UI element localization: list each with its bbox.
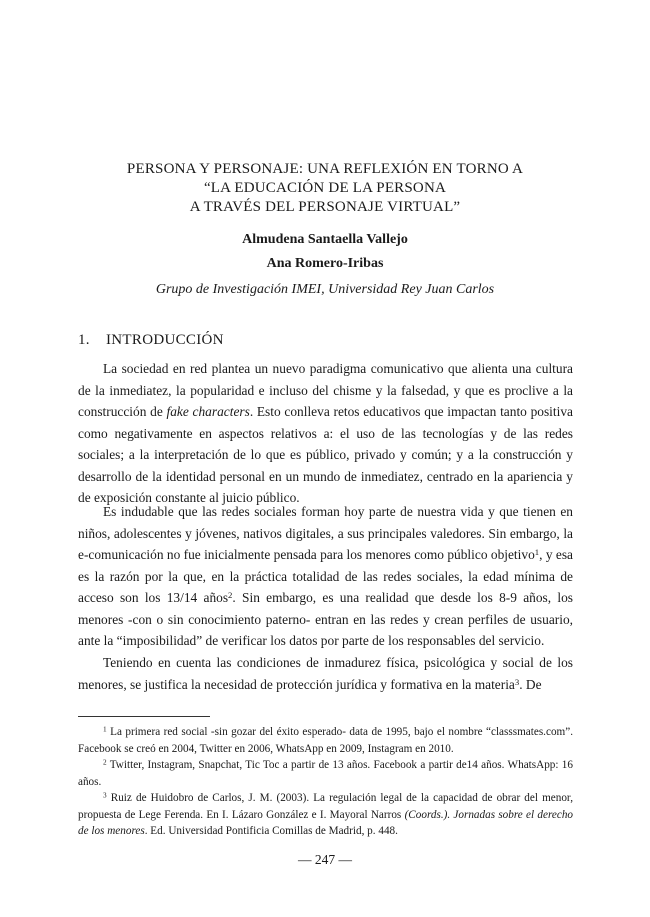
text-run: . Sin embargo, es una realidad que desde los 8-9 años, los menores -con o sin conocimiento paterno- entran en las redes y crean perfiles de usuario, ante la “imposibilidad” de verificar los datos por parte de los responsables del servicio. [78, 590, 573, 648]
title-line: PERSONA Y PERSONAJE: UNA REFLEXIÓN EN TORNO A [126, 161, 524, 177]
footnote-1 [78, 724, 573, 757]
paragraph-2 [78, 501, 573, 652]
footnote-mark: 1 [103, 725, 107, 734]
section-title: INTRODUCCIÓN [106, 332, 224, 348]
footnote-ref[interactable]: 2 [228, 590, 233, 601]
paragraph-3 [78, 652, 573, 695]
text-run: . Esto conlleva retos educativos que impactan tanto positiva como negativamente en aspectos relativos a: el uso de las tecnologías y de las redes sociales; a la interpretación de lo que es público, privado y común; y a la construcción y desarrollo de la identidad personal en un mundo de inmediatez, centrado en la apariencia y de exposición constante al juicio público. [78, 404, 573, 505]
footnote-ref[interactable]: 3 [514, 676, 520, 687]
section-heading [78, 332, 224, 349]
title-line: “LA EDUCACIÓN DE LA PERSONA [203, 180, 447, 196]
page-number: — 247 — [298, 852, 352, 867]
affiliation: Grupo de Investigación IMEI, Universidad Rey Juan Carlos [155, 282, 495, 297]
text-run: La sociedad en red plantea un nuevo paradigma comunicativo que alienta una cultura de la inmediatez, la popularidad e incluso del chisme y la falsedad, y que es proclive a la construcción de [78, 361, 573, 419]
text-run: Es indudable que las redes sociales forman hoy parte de nuestra vida y que tienen en niños, adolescentes y jóvenes, nativos digitales, a sus principales valedores. Sin embargo, la e-comunicación no fue inicialmente pensada para los menores como público objetivo [78, 504, 573, 562]
author-name: Ana Romero-Iribas [266, 256, 384, 271]
section-number: 1. [78, 332, 90, 348]
footnote-mark: 2 [103, 758, 107, 767]
author-name: Almudena Santaella Vallejo [242, 232, 408, 247]
paragraph-1 [78, 358, 573, 509]
paper-title [0, 160, 650, 217]
footnote-text: . Ed. Universidad Pontificia Comillas de Madrid, p. 448. [144, 825, 398, 837]
footnote-2 [78, 757, 573, 790]
footnote-3 [78, 790, 573, 840]
footnote-text: La primera red social -sin gozar del éxito esperado- data de 1995, bajo el nombre “classsmates.com”. Facebook se creó en 2004, Twitter en 2006, WhatsApp en 2009, Instagram en 2010. [78, 726, 574, 755]
emphasis-text: fake characters [166, 404, 250, 419]
footnote-separator [78, 716, 210, 717]
text-run: , y esa es la razón por la que, en la práctica totalidad de las redes sociales, la edad mínima de acceso son los 13/14 años [78, 547, 573, 605]
footnote-ref[interactable]: 1 [534, 547, 540, 558]
footnote-mark: 3 [103, 791, 107, 800]
footnotes [78, 724, 573, 840]
footnote-text: Twitter, Instagram, Snapchat, Tic Toc a partir de 13 años. Facebook a partir de14 años. WhatsApp: 16 años. [78, 759, 573, 788]
title-line: A TRAVÉS DEL PERSONAJE VIRTUAL” [189, 199, 461, 215]
text-run: . De [519, 676, 542, 692]
footnote-text: Ruiz de Huidobro de Carlos, J. M. (2003). La regulación legal de la capacidad de obrar del menor, propuesta de Lege Ferenda. En I. Lázaro González e I. Mayoral Narros [78, 792, 573, 821]
footnote-italic: (Coords.). Jornadas sobre el derecho de los menores [78, 808, 574, 837]
text-run: Teniendo en cuenta las condiciones de inmadurez física, psicológica y social de los menores, se justifica la necesidad de protección jurídica y formativa en la materia [78, 655, 573, 692]
